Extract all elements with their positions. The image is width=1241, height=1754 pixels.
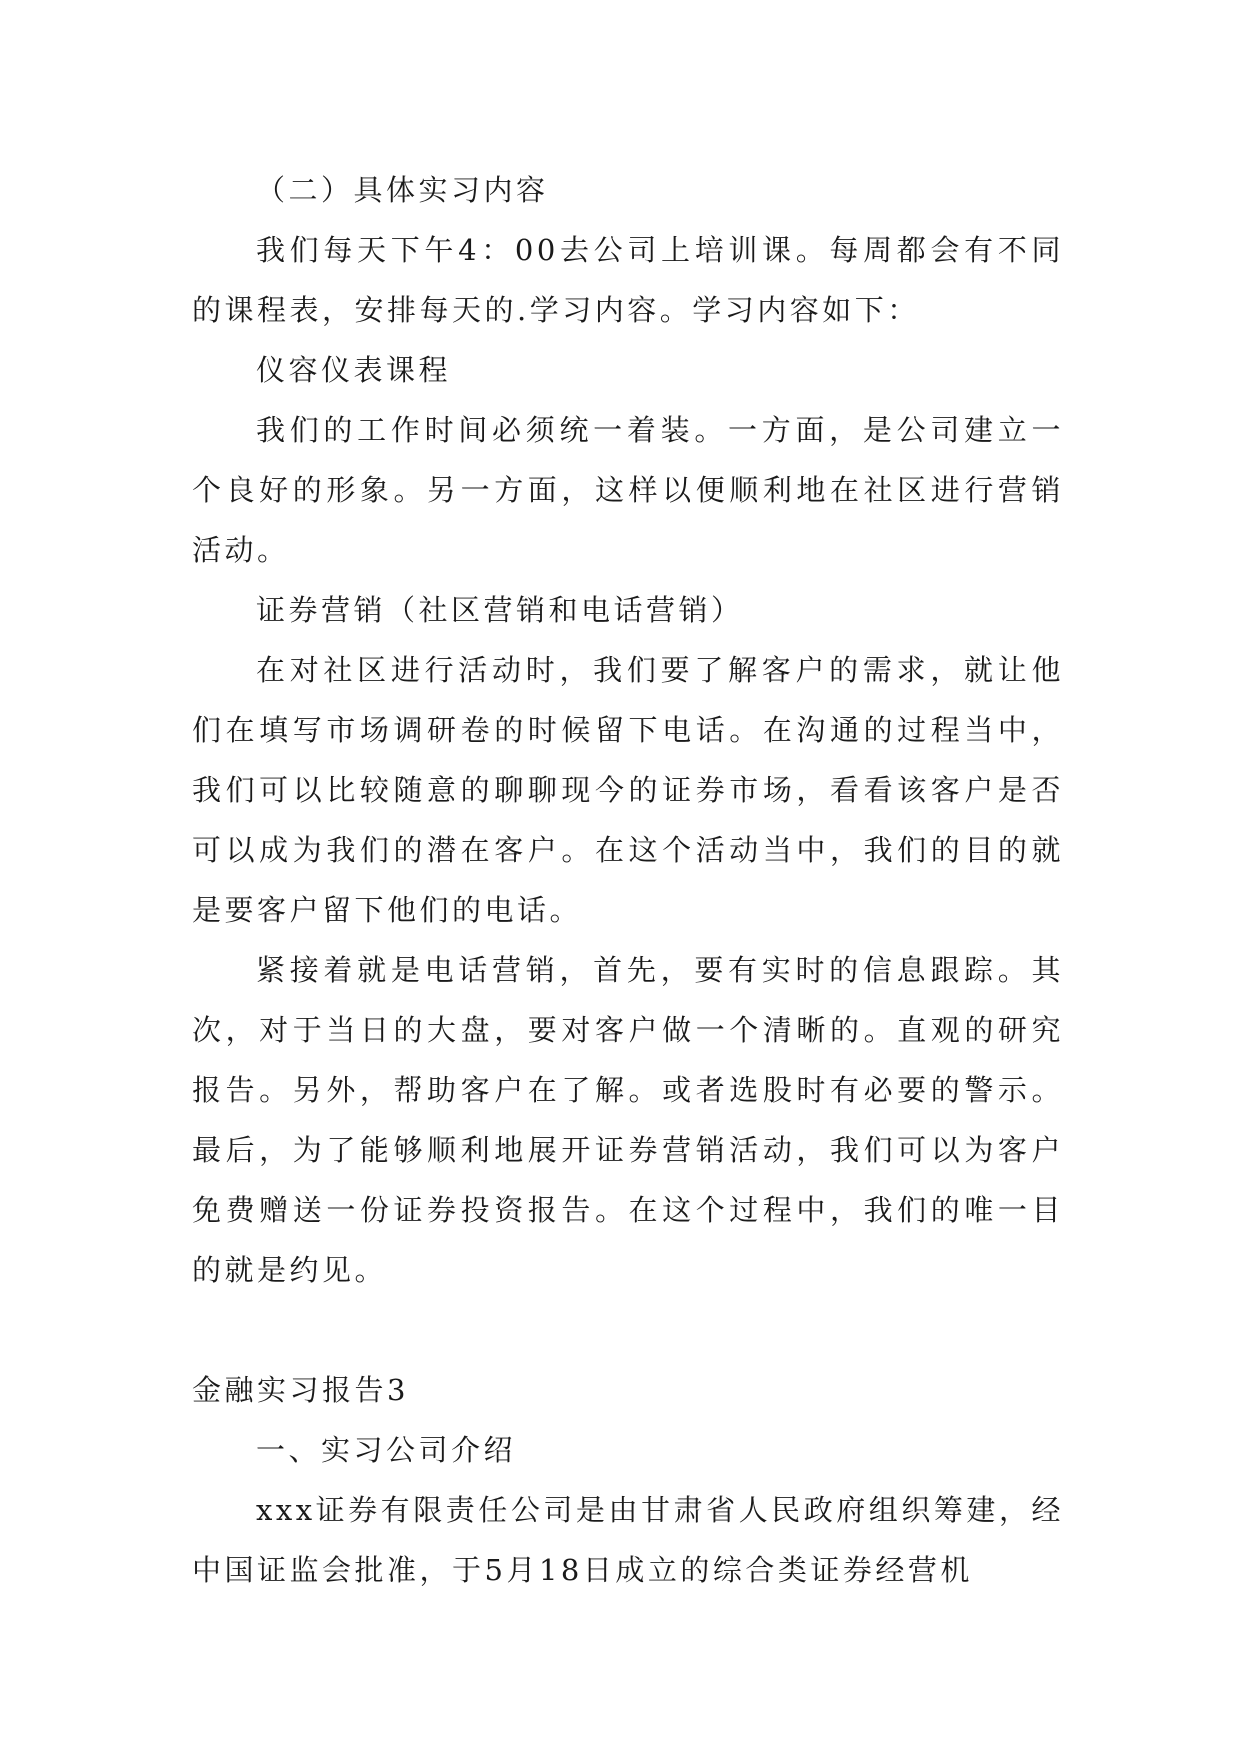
- section-gap: [192, 1300, 1064, 1360]
- section-heading: （二）具体实习内容: [256, 173, 549, 207]
- paragraph: 紧接着就是电话营销，首先，要有实时的信息跟踪。其次，对于当日的大盘，要对客户做一个清晰的。直观的研究报告。另外，帮助客户在了解。或者选股时有必要的警示。最后，为了能够顺利地展开证券营销活动，我们可以为客户免费赠送一份证券投资报告。在这个过程中，我们的唯一目的就是约见。: [192, 953, 1064, 1287]
- subheading: 证券营销（社区营销和电话营销）: [256, 593, 744, 627]
- paragraph: 我们的工作时间必须统一着装。一方面，是公司建立一个良好的形象。另一方面，这样以便顺利地在社区进行营销活动。: [192, 413, 1064, 567]
- paragraph: 在对社区进行活动时，我们要了解客户的需求，就让他们在填写市场调研卷的时候留下电话。在沟通的过程当中，我们可以比较随意的聊聊现今的证券市场，看看该客户是否可以成为我们的潜在客户。在这个活动当中，我们的目的就是要客户留下他们的电话。: [192, 653, 1064, 927]
- report-title: 金融实习报告3: [192, 1373, 409, 1407]
- paragraph: 我们每天下午4：00去公司上培训课。每周都会有不同的课程表，安排每天的.学习内容。学习内容如下：: [192, 233, 1064, 327]
- section-heading: 一、实习公司介绍: [256, 1433, 517, 1467]
- document-body: [192, 160, 1064, 1600]
- paragraph: xxx证券有限责任公司是由甘肃省人民政府组织筹建，经中国证监会批准，于5月18日成立的综合类证券经营机: [192, 1493, 1064, 1587]
- subheading: 仪容仪表课程: [256, 353, 452, 387]
